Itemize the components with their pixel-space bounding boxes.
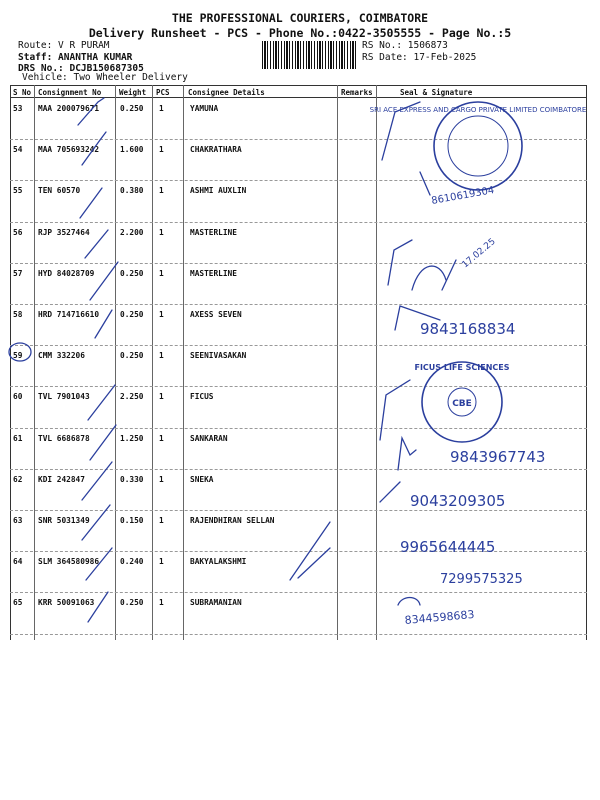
cell-consignee: SUBRAMANIAN	[190, 598, 242, 608]
cell-weight: 0.330	[120, 474, 144, 484]
col-header-consignee: Consignee Details	[188, 88, 265, 97]
cell-pcs: 1	[159, 433, 164, 443]
table-row	[10, 139, 587, 180]
cell-pcs: 1	[159, 104, 164, 113]
cell-consignment: KRR 50091063	[38, 598, 95, 608]
rs-number: RS No.: 1506873	[362, 40, 448, 51]
cell-pcs: 1	[159, 516, 164, 525]
company-title: THE PROFESSIONAL COURIERS, COIMBATORE	[171, 11, 429, 25]
col-header-weight: Weight	[119, 88, 147, 97]
col-header-sno: S No	[13, 88, 32, 97]
cell-consignment: CMM 332206	[38, 351, 85, 361]
cell-consignment: RJP 3527464	[38, 227, 90, 237]
table-row	[10, 469, 587, 510]
table-row	[10, 263, 587, 304]
cell-consignee: MASTERLINE	[190, 268, 237, 278]
cell-consignment: SLM 364580986	[38, 557, 100, 567]
cell-weight: 0.250	[120, 104, 144, 113]
cell-consignment: TVL 7901043	[38, 392, 90, 402]
table-row	[10, 386, 587, 427]
cell-weight: 1.250	[120, 433, 144, 443]
cell-sno: 62	[13, 474, 23, 484]
col-header-remarks: Remarks	[341, 88, 373, 97]
handwritten-number: 9843168834	[420, 320, 516, 338]
table-row	[10, 98, 587, 139]
cell-consignee: SNEKA	[190, 474, 214, 484]
rs-date: RS Date: 17-Feb-2025	[362, 52, 477, 63]
cell-consignment: KDI 242847	[38, 474, 85, 484]
cell-consignment: TEN 60570	[38, 186, 81, 196]
handwritten-number: 8610619304	[430, 185, 496, 207]
row-separator	[10, 634, 587, 635]
cell-weight: 2.200	[120, 227, 144, 237]
table-row	[10, 180, 587, 221]
cell-weight: 0.240	[120, 557, 144, 567]
handwritten-date: 17.02.25	[460, 236, 498, 271]
drs-label: DRS No.: DCJB150687305	[18, 63, 144, 74]
cell-weight: 0.150	[120, 516, 144, 525]
cell-weight: 0.250	[120, 268, 144, 278]
cell-consignee: SEENIVASAKAN	[190, 351, 247, 361]
cell-weight: 0.250	[120, 598, 144, 608]
barcode-image	[262, 41, 358, 69]
table-row	[10, 345, 587, 386]
table-row	[10, 510, 587, 551]
cell-consignment: HRD 714716610	[38, 310, 100, 319]
cell-consignment: HYD 84028709	[38, 268, 95, 278]
handwritten-number: 9043209305	[410, 492, 506, 510]
cell-sno: 63	[13, 516, 23, 525]
cell-pcs: 1	[159, 474, 164, 484]
handwritten-number: 7299575325	[440, 572, 523, 587]
table-row	[10, 222, 587, 263]
cell-sno: 60	[13, 392, 23, 402]
cell-sno: 57	[13, 268, 23, 278]
vehicle-label: Vehicle: Two Wheeler Delivery	[22, 72, 188, 83]
cell-sno: 65	[13, 598, 23, 608]
table-row	[10, 592, 587, 633]
cell-sno: 58	[13, 310, 23, 319]
cell-pcs: 1	[159, 145, 164, 155]
cell-pcs: 1	[159, 310, 164, 319]
cell-pcs: 1	[159, 227, 164, 237]
col-header-consignment: Consignment No	[38, 88, 102, 97]
cell-consignee: FICUS	[190, 392, 214, 402]
col-header-pcs: PCS	[156, 88, 170, 97]
cell-consignment: MAA 200079671	[38, 104, 100, 113]
cell-weight: 2.250	[120, 392, 144, 402]
cell-sno: 56	[13, 227, 23, 237]
cell-sno: 53	[13, 104, 23, 113]
cell-consignee: YAMUNA	[190, 104, 219, 113]
cell-consignment: TVL 6686878	[38, 433, 90, 443]
cell-weight: 0.380	[120, 186, 144, 196]
handwritten-number: 9965644445	[400, 538, 496, 556]
cell-consignment: MAA 705693242	[38, 145, 100, 155]
cell-consignee: ASHMI AUXLIN	[190, 186, 247, 196]
cell-sno: 54	[13, 145, 23, 155]
cell-consignee: BAKYALAKSHMI	[190, 557, 247, 567]
cell-pcs: 1	[159, 186, 164, 196]
cell-pcs: 1	[159, 392, 164, 402]
cell-sno: 64	[13, 557, 23, 567]
cell-consignment: SNR 5031349	[38, 516, 90, 525]
cell-consignee: SANKARAN	[190, 433, 228, 443]
staff-label: Staff: ANANTHA KUMAR	[18, 52, 133, 63]
cell-pcs: 1	[159, 268, 164, 278]
handwritten-number: 8344598683	[404, 607, 475, 627]
table-top-border	[10, 85, 587, 86]
runsheet-subtitle: Delivery Runsheet - PCS - Phone No.:0422-3505555 - Page No.:5	[88, 26, 512, 40]
cell-sno: 61	[13, 433, 23, 443]
cell-consignee: CHAKRATHARA	[190, 145, 242, 155]
col-header-seal: Seal & Signature	[400, 88, 473, 97]
table-row	[10, 428, 587, 469]
cell-consignee: RAJENDHIRAN SELLAN	[190, 516, 275, 525]
cell-consignee: AXESS SEVEN	[190, 310, 242, 319]
cell-pcs: 1	[159, 598, 164, 608]
handwritten-number: 9843967743	[450, 448, 546, 466]
cell-weight: 0.250	[120, 310, 144, 319]
cell-weight: 1.600	[120, 145, 144, 155]
cell-sno: 55	[13, 186, 23, 196]
table-row	[10, 551, 587, 592]
cell-weight: 0.250	[120, 351, 144, 361]
table-row	[10, 304, 587, 345]
cell-pcs: 1	[159, 557, 164, 567]
cell-pcs: 1	[159, 351, 164, 361]
route-label: Route: V R PURAM	[18, 40, 110, 51]
stamp-ficus-inner: CBE	[452, 399, 472, 409]
stamp-company-text: SRI ACE EXPRESS AND CARGO PRIVATE LIMITED COIMBATORE	[369, 106, 587, 114]
cell-sno: 59	[13, 351, 23, 361]
stamp-ficus-text: FICUS LIFE SCIENCES	[414, 363, 510, 372]
cell-consignee: MASTERLINE	[190, 227, 237, 237]
